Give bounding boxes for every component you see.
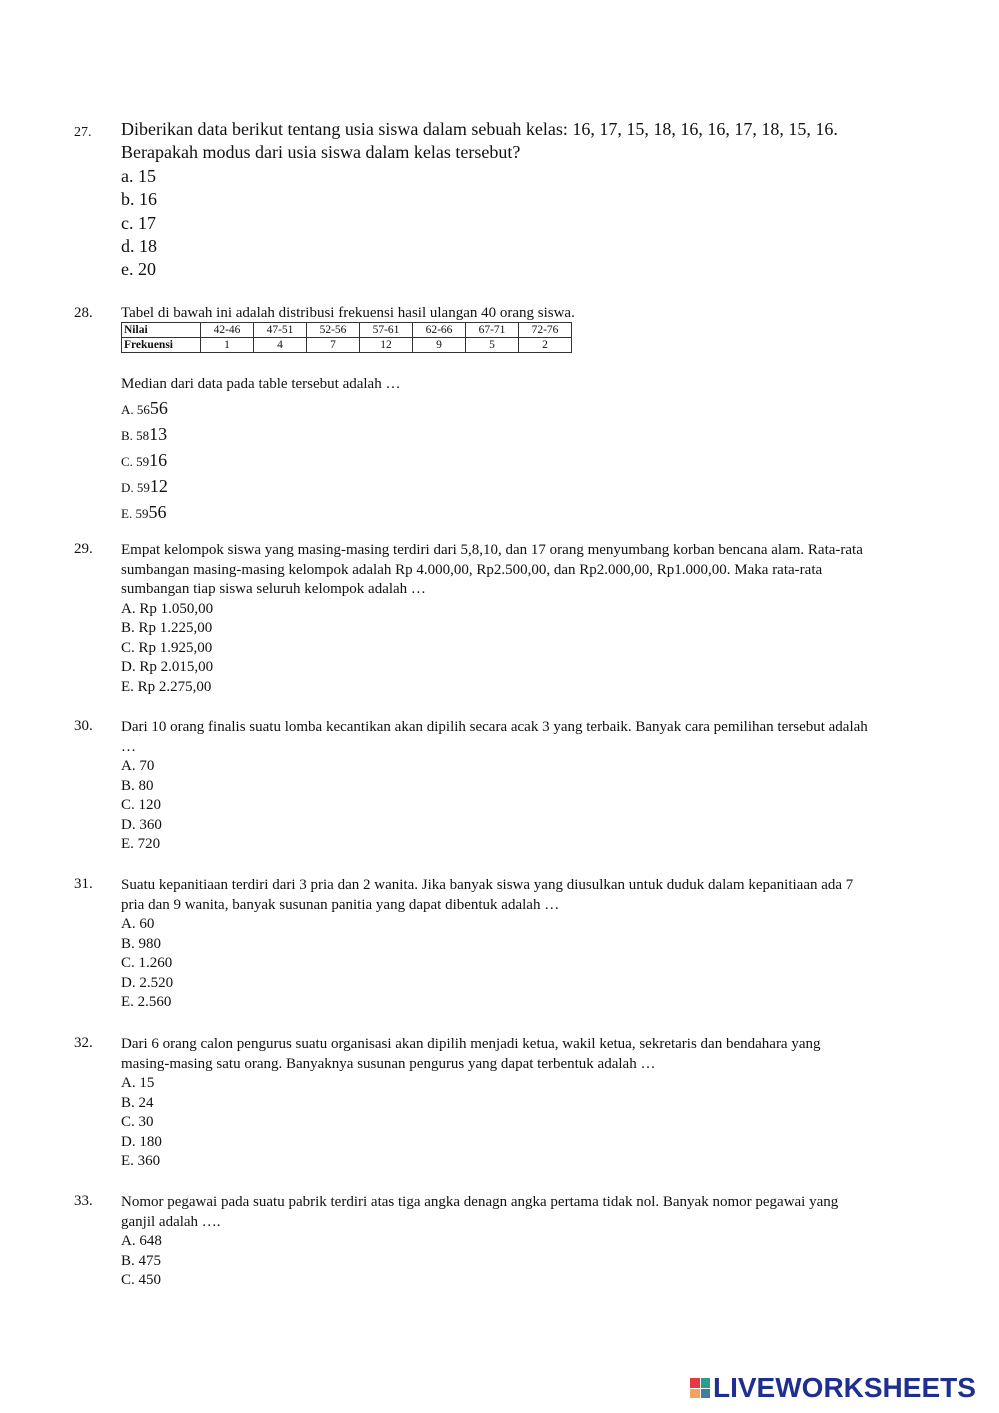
table-cell: 47-51 [254, 323, 307, 338]
option-d[interactable] [121, 474, 871, 500]
option-e[interactable]: E. 360 [121, 1153, 161, 1169]
option-value: 12 [149, 476, 168, 496]
option-d[interactable]: D. 360 [121, 816, 162, 833]
question-number: 33. [74, 1193, 93, 1209]
table-header: Nilai [122, 323, 201, 338]
table-cell: 62-66 [413, 323, 466, 338]
option-c[interactable]: C. 1.260 [121, 955, 173, 971]
table-cell: 42-46 [201, 323, 254, 338]
question-body [121, 876, 871, 1013]
option-label: D. 59 [121, 480, 150, 495]
option-b[interactable]: b. 16 [121, 189, 157, 210]
table-cell: 12 [360, 338, 413, 353]
option-label: B. 58 [121, 428, 150, 443]
option-value: 16 [149, 450, 168, 470]
frequency-table [121, 322, 572, 353]
option-c[interactable]: c. 17 [121, 212, 156, 233]
option-a[interactable]: A. Rp 1.050,00 [121, 600, 214, 617]
question-body [121, 1193, 871, 1291]
option-c[interactable]: C. 120 [121, 797, 162, 813]
option-b[interactable]: B. 24 [121, 1094, 154, 1111]
question-number: 29. [74, 541, 93, 557]
question-text: Diberikan data berikut tentang usia siswa dalam sebuah kelas: 16, 17, 15, 18, 16, 16, 17, 18, 15, 16. Berapakah modus dari usia siswa dalam kelas tersebut? [121, 119, 838, 163]
table-cell: 72-76 [519, 323, 572, 338]
table-cell: 67-71 [466, 323, 519, 338]
option-e[interactable]: E. 720 [121, 836, 161, 852]
table-cell: 2 [519, 338, 572, 353]
question-number: 31. [74, 876, 93, 892]
option-e[interactable] [121, 500, 871, 526]
table-header: Frekuensi [122, 338, 201, 353]
option-c[interactable]: C. 450 [121, 1272, 162, 1288]
table-cell: 52-56 [307, 323, 360, 338]
question-text: Empat kelompok siswa yang masing-masing terdiri dari 5,8,10, dan 17 orang menyumbang korban bencana alam. Rata-rata sumbangan masing-masing kelompok adalah Rp 4.000,00, Rp2.500,00, dan Rp2.000,00, Rp1.000,00. Maka rata-rata sumbangan tiap siswa seluruh kelompok adalah … [121, 542, 863, 597]
question-body [121, 118, 871, 282]
option-label: C. 59 [121, 454, 150, 469]
question-text: Suatu kepanitiaan terdiri dari 3 pria dan 2 wanita. Jika banyak siswa yang diusulkan untuk duduk dalam kepanitiaan ada 7 pria dan 9 wanita, banyak susunan panitia yang dapat dibentuk adalah … [121, 877, 854, 913]
option-d[interactable]: D. 2.520 [121, 974, 174, 991]
question-body [121, 718, 871, 855]
option-e[interactable]: E. 2.560 [121, 994, 172, 1010]
question-text: Nomor pegawai pada suatu pabrik terdiri atas tiga angka denagn angka pertama tidak nol. Banyak nomor pegawai yang ganjil adalah …. [121, 1194, 839, 1230]
option-d[interactable]: D. 180 [121, 1133, 162, 1150]
logo-text: LIVEWORKSHEETS [713, 1372, 976, 1403]
option-a[interactable]: A. 70 [121, 758, 155, 774]
table-cell: 5 [466, 338, 519, 353]
option-a[interactable]: a. 15 [121, 165, 156, 186]
table-cell: 7 [307, 338, 360, 353]
option-e[interactable]: e. 20 [121, 259, 156, 280]
option-a[interactable]: A. 648 [121, 1233, 162, 1249]
option-d[interactable]: d. 18 [121, 236, 157, 257]
table-cell: 4 [254, 338, 307, 353]
option-b[interactable]: B. 475 [121, 1252, 162, 1269]
option-a[interactable] [121, 396, 871, 422]
table-cell: 57-61 [360, 323, 413, 338]
table-row [122, 338, 572, 353]
table-cell: 1 [201, 338, 254, 353]
option-label: E. 59 [121, 506, 149, 521]
question-body [121, 541, 871, 697]
question-body [121, 1035, 871, 1172]
question-text: Tabel di bawah ini adalah distribusi frekuensi hasil ulangan 40 orang siswa. [121, 305, 575, 321]
question-prompt: Median dari data pada table tersebut adalah … [121, 376, 401, 392]
option-b[interactable]: B. 980 [121, 935, 162, 952]
table-cell: 9 [413, 338, 466, 353]
option-value: 56 [148, 502, 167, 522]
question-number: 32. [74, 1035, 93, 1051]
options-list [121, 396, 871, 526]
table-row [122, 323, 572, 338]
option-c[interactable]: C. 30 [121, 1114, 154, 1130]
question-text: Dari 10 orang finalis suatu lomba kecantikan akan dipilih secara acak 3 yang terbaik. Banyak cara pemilihan tersebut adalah … [121, 719, 868, 755]
option-value: 56 [149, 398, 168, 418]
option-b[interactable]: B. Rp 1.225,00 [121, 620, 213, 636]
option-c[interactable] [121, 448, 871, 474]
liveworksheets-logo-icon [690, 1378, 710, 1398]
option-value: 13 [149, 424, 168, 444]
liveworksheets-logo [690, 1374, 976, 1402]
option-e[interactable]: E. Rp 2.275,00 [121, 678, 212, 695]
question-number: 30. [74, 718, 93, 734]
option-b[interactable] [121, 422, 871, 448]
question-number: 27. [74, 125, 92, 140]
option-d[interactable]: D. Rp 2.015,00 [121, 659, 214, 675]
question-body [121, 305, 871, 526]
option-b[interactable]: B. 80 [121, 777, 154, 794]
option-c[interactable]: C. Rp 1.925,00 [121, 639, 213, 656]
question-text: Dari 6 orang calon pengurus suatu organisasi akan dipilih menjadi ketua, wakil ketua, sekretaris dan bendahara yang masing-masing satu orang. Banyaknya susunan pengurus yang dapat terbentuk adalah … [121, 1036, 821, 1072]
option-a[interactable]: A. 60 [121, 916, 155, 932]
option-a[interactable]: A. 15 [121, 1075, 155, 1091]
question-number: 28. [74, 305, 93, 321]
option-label: A. 56 [121, 402, 150, 417]
